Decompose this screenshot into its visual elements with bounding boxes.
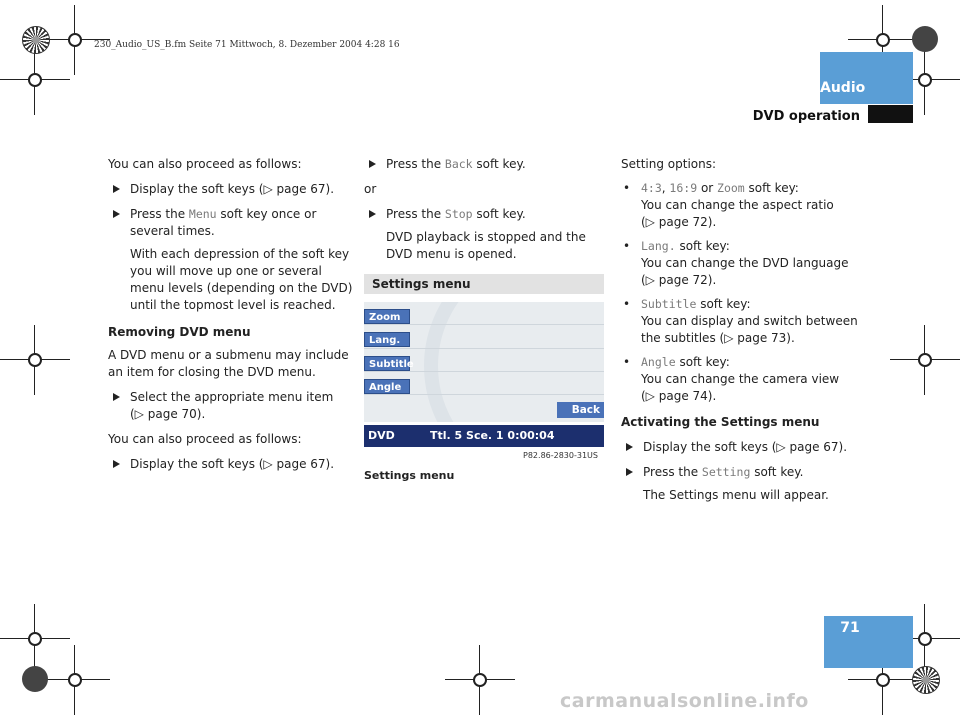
step-note: With each depression of the soft key you will move up one or several menu levels (depending on the DVD) until the topmost level is reached. <box>130 247 353 312</box>
arrow-icon <box>113 185 120 193</box>
bullet-item: • Angle soft key: You can change the camera view (▷ page 74). <box>623 355 840 403</box>
step-item: Display the soft keys (▷ page 67). <box>108 181 358 198</box>
step-item: Display the soft keys (▷ page 67). <box>108 456 358 473</box>
column-3 <box>621 156 861 504</box>
step-item: Select the appropriate menu item (▷ page 70). <box>108 389 358 423</box>
step-item: Press the Setting soft key. <box>621 464 861 481</box>
header-accent-box <box>820 52 913 104</box>
figure-reference: P82.86-2830-31US <box>523 451 598 460</box>
softkey-angle[interactable]: Angle <box>364 379 410 394</box>
section-heading: Activating the Settings menu <box>621 415 820 429</box>
section-heading: Removing DVD menu <box>108 325 251 339</box>
step-item: Press the Menu soft key once or several times. <box>108 206 358 240</box>
status-source: DVD <box>368 429 395 442</box>
softkey-zoom[interactable]: Zoom <box>364 309 410 324</box>
step-item: Press the Back soft key. <box>364 156 614 173</box>
registration-mark <box>40 645 110 715</box>
step-item: Display the soft keys (▷ page 67). <box>621 439 861 456</box>
step-item: Press the Stop soft key. <box>364 206 614 223</box>
bullet-item: • 4:3, 16:9 or Zoom soft key: You can change the aspect ratio (▷ page 72). <box>623 181 834 229</box>
arrow-icon <box>369 160 376 168</box>
arrow-icon <box>626 468 633 476</box>
intro-text: You can also proceed as follows: <box>108 157 302 171</box>
softkey-lang[interactable]: Lang. <box>364 332 410 347</box>
header-tab <box>868 105 913 123</box>
or-text: or <box>364 182 377 196</box>
subsection-title: DVD operation <box>752 109 860 124</box>
registration-mark <box>0 45 70 115</box>
arrow-icon <box>626 443 633 451</box>
arrow-icon <box>113 460 120 468</box>
softkey-back[interactable]: Back <box>557 402 604 418</box>
figure-title: Settings menu <box>372 277 471 291</box>
column-2 <box>364 156 614 263</box>
intro-text: Setting options: <box>621 157 717 171</box>
watermark: carmanualsonline.info <box>560 690 809 712</box>
print-slug: 230_Audio_US_B.fm Seite 71 Mittwoch, 8. Dezember 2004 4:28 16 <box>94 40 400 50</box>
intro-text: You can also proceed as follows: <box>108 432 302 446</box>
color-dot-icon <box>22 666 48 692</box>
registration-mark <box>890 325 960 395</box>
arrow-icon <box>369 210 376 218</box>
color-target-icon <box>912 666 940 694</box>
body-text: A DVD menu or a submenu may include an item for closing the DVD menu. <box>108 348 349 379</box>
step-note: The Settings menu will appear. <box>643 488 829 502</box>
status-info: Ttl. 5 Sce. 1 0:00:04 <box>430 429 555 442</box>
section-title: Audio <box>820 80 866 96</box>
color-target-icon <box>22 26 50 54</box>
figure-caption: Settings menu <box>364 469 455 482</box>
softkey-subtitle[interactable]: Subtitle <box>364 356 410 371</box>
color-dot-icon <box>912 26 938 52</box>
bullet-item: • Subtitle soft key: You can display and switch between the subtitles (▷ page 73). <box>623 297 858 345</box>
page-number: 71 <box>840 620 860 636</box>
bullet-item: • Lang. soft key: You can change the DVD language (▷ page 72). <box>623 239 849 287</box>
status-bar <box>364 425 604 447</box>
registration-mark <box>0 325 70 395</box>
registration-mark <box>445 645 515 715</box>
arrow-icon <box>113 393 120 401</box>
column-1 <box>108 156 358 473</box>
arrow-icon <box>113 210 120 218</box>
step-note: DVD playback is stopped and the DVD menu is opened. <box>386 230 586 261</box>
